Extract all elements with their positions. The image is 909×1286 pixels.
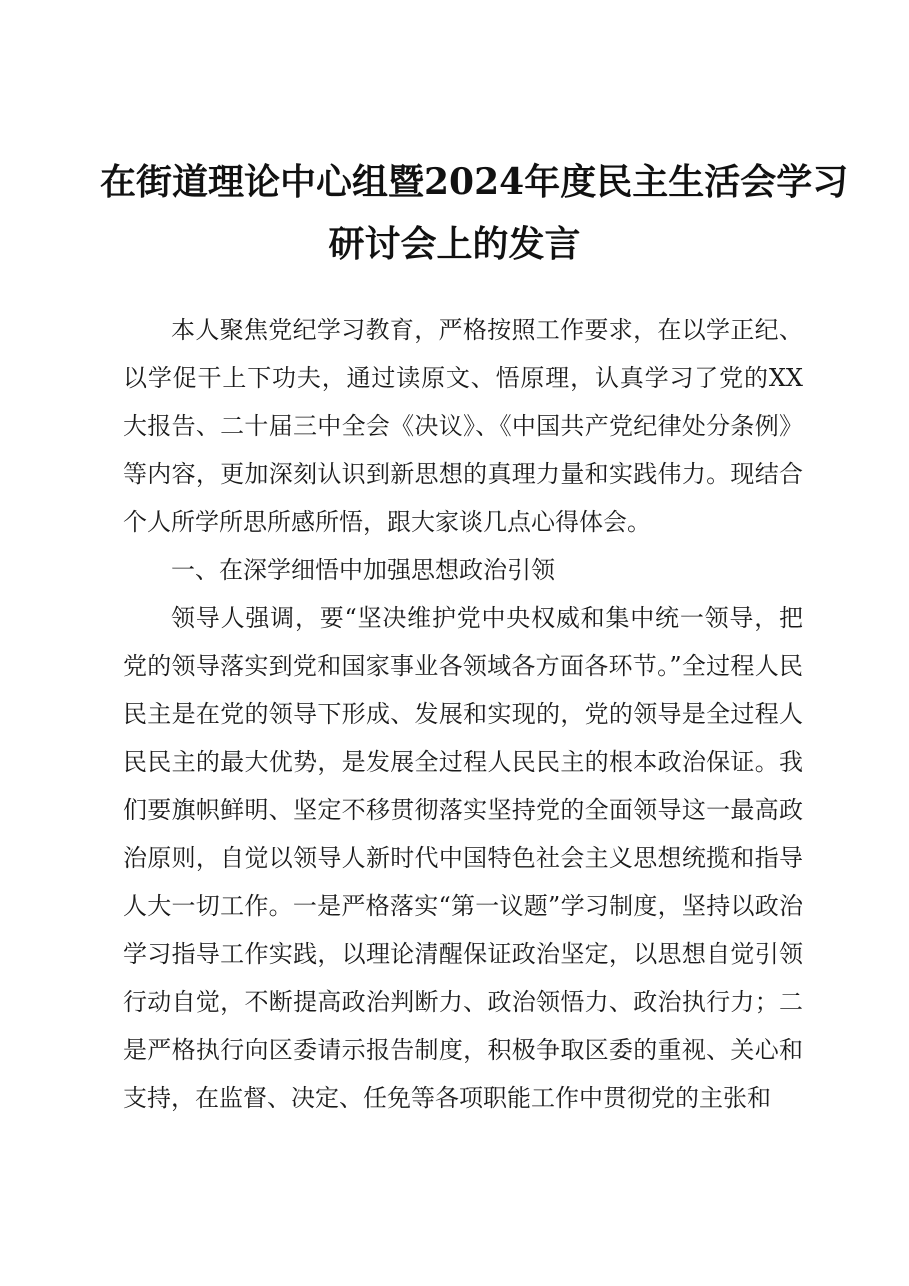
section1-paragraph: 领导人强调，要“坚决维护党中央权威和集中统一领导，把党的领导落实到党和国家事业各领域各方面各环节。”全过程人民民主是在党的领导下形成、发展和实现的，党的领导是全过程人民民主的最大优势，是发展全过程人民民主的根本政治保证。我们要旗帜鲜明、坚定不移贯彻落实坚持党的全面领导这一最高政治原则，自觉以领导人新时代中国特色社会主义思想统揽和指导人大一切工作。一是严格落实“第一议题”学习制度，坚持以政治学习指导工作实践，以理论清醒保证政治坚定，以思想自觉引领行动自觉，不断提高政治判断力、政治领悟力、政治执行力；二是严格执行向区委请示报告制度，积极争取区委的重视、关心和支持，在监督、决定、任免等各项职能工作中贯彻党的主张和 <box>123 604 803 1112</box>
document-body <box>123 306 803 1122</box>
document-title-line2: 研讨会上的发言 <box>328 223 581 265</box>
document-title-line1: 在街道理论中心组暨2024年度民主生活会学习 <box>100 161 849 203</box>
section1-heading: 一、在深学细悟中加强思想政治引领 <box>171 556 555 584</box>
intro-paragraph: 本人聚焦党纪学习教育，严格按照工作要求，在以学正纪、以学促干上下功夫，通过读原文、悟原理，认真学习了党的XX大报告、二十届三中全会《决议》、《中国共产党纪律处分条例》等内容，更加深刻认识到新思想的真理力量和实践伟力。现结合个人所学所思所感所悟，跟大家谈几点心得体会。 <box>123 316 803 536</box>
